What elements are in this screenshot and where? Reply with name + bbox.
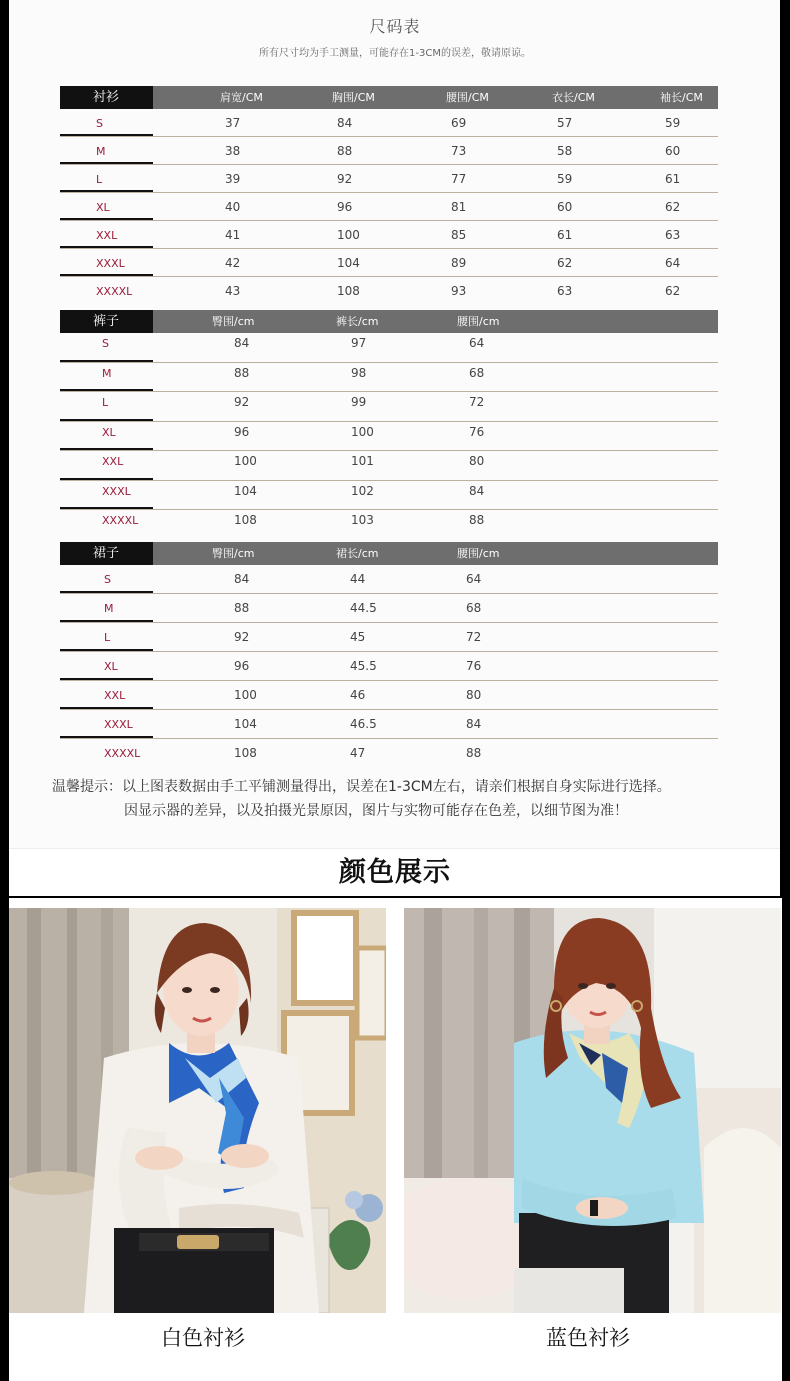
table-header [60,86,718,109]
column-header: 衣长/CM [552,91,595,104]
tip-note: 温馨提示：以上图表数据由手工平铺测量得出，误差在1-3CM左右，请亲们根据自身实际进行选择。 [52,779,671,795]
size-label: XXL [60,221,153,248]
size-label: XL [60,652,153,680]
column-header: 裙长/cm [336,547,379,560]
table-row [60,481,718,511]
table-row [60,165,718,193]
blue-shirt-photo [404,908,781,1313]
cell-value: 37 [225,116,241,130]
cell-value: 72 [469,395,485,409]
cell-value: 100 [337,228,360,242]
white-shirt-photo [9,908,386,1313]
cell-value: 64 [665,256,681,270]
cell-value: 44.5 [350,601,377,615]
size-label: M [60,363,153,392]
cell-value: 61 [665,172,681,186]
blue-shirt-panel [394,898,782,1381]
cell-value: 92 [234,630,250,644]
size-label: S [60,565,153,593]
table-row [60,137,718,165]
size-label: XL [60,193,153,220]
size-label: XXXXL [102,514,139,527]
size-label: XL [60,422,153,451]
cell-value: 100 [351,424,374,439]
color-section-title: 颜色展示 [339,857,451,888]
cell-value: 100 [234,454,257,468]
cell-value: 64 [466,572,482,586]
cell-value: 40 [225,200,241,214]
cell-value: 102 [351,483,374,498]
table-header [60,310,718,333]
cell-value: 47 [350,746,366,760]
size-label: XXXL [60,710,153,738]
cell-value: 45.5 [350,659,377,673]
size-label: L [60,623,153,651]
cell-value: 68 [466,601,482,615]
table-header [60,542,718,565]
table-row [60,565,718,594]
cell-value: 77 [451,172,467,186]
cell-value: 45 [350,630,366,644]
table-row [60,333,718,363]
cell-value: 97 [351,336,367,350]
cell-value: 63 [557,284,573,298]
cell-value: 88 [234,365,250,380]
cell-value: 96 [337,200,353,214]
cell-value: 92 [337,172,353,186]
white-shirt-caption: 白色衬衫 [161,1326,245,1350]
cell-value: 104 [234,717,257,731]
cell-value: 46.5 [350,717,377,731]
cell-value: 59 [557,172,573,186]
cell-value: 44 [350,572,366,586]
cell-value: 80 [466,688,482,702]
table-row [60,451,718,481]
table-row [60,221,718,249]
cell-value: 96 [234,659,250,673]
size-label: M [60,594,153,622]
trousers-size-table [60,310,718,540]
cell-value: 60 [665,144,681,158]
cell-value: 80 [469,454,485,468]
cell-value: 96 [234,424,250,439]
cell-value: 57 [557,116,573,130]
cell-value: 58 [557,144,573,158]
cell-value: 92 [234,395,250,409]
cell-value: 108 [337,284,360,298]
blue-shirt-caption: 蓝色衬衫 [546,1326,630,1350]
category-label: 衬衫 [60,86,153,109]
cell-value: 101 [351,454,374,468]
size-label: XXXXL [96,285,133,298]
table-row [60,594,718,623]
cell-value: 108 [234,513,257,527]
cell-value: 84 [469,483,485,498]
table-row [60,623,718,652]
cell-value: 64 [469,336,485,350]
cell-value: 61 [557,228,573,242]
cell-value: 41 [225,228,241,242]
category-label: 裙子 [60,542,153,565]
cell-value: 89 [451,256,467,270]
table-row [60,710,718,739]
cell-value: 59 [665,116,681,130]
cell-value: 62 [557,256,573,270]
size-label: L [60,392,153,421]
cell-value: 104 [234,483,257,498]
cell-value: 81 [451,200,467,214]
table-row [60,739,718,768]
column-header: 肩宽/CM [220,91,263,104]
cell-value: 85 [451,228,467,242]
column-header: 腰围/CM [446,91,489,104]
white-shirt-panel [9,898,397,1381]
cell-value: 108 [234,746,257,760]
column-header: 胸围/CM [332,91,375,104]
color-difference-note: 因显示器的差异，以及拍摄光景原因，图片与实物可能存在色差，以细节图为准！ [124,803,628,819]
size-label: S [60,333,153,362]
cell-value: 99 [351,395,367,409]
cell-value: 93 [451,284,467,298]
column-header: 臀围/cm [212,547,255,560]
column-header: 臀围/cm [212,315,255,328]
column-header: 腰围/cm [457,547,500,560]
table-row [60,193,718,221]
cell-value: 84 [466,717,482,731]
table-row [60,363,718,393]
size-label: XXXL [60,249,153,276]
column-header: 袖长/CM [660,91,703,104]
table-row [60,392,718,422]
skirt-size-table [60,542,718,768]
cell-value: 73 [451,144,467,158]
shirt-size-table [60,86,718,305]
table-row [60,422,718,452]
table-body [60,333,718,540]
table-row [60,109,718,137]
size-label: S [60,109,153,136]
cell-value: 98 [351,365,367,380]
size-label: XXXL [60,481,153,510]
cell-value: 62 [665,200,681,214]
cell-value: 104 [337,256,360,270]
size-label: XXXXL [104,747,141,760]
cell-value: 43 [225,284,241,298]
cell-value: 60 [557,200,573,214]
cell-value: 76 [466,659,482,673]
cell-value: 46 [350,688,366,702]
size-chart-subtitle: 所有尺寸均为手工测量，可能存在1-3CM的误差，敬请原谅。 [259,48,531,59]
cell-value: 68 [469,365,485,380]
cell-value: 88 [469,513,485,527]
table-body [60,565,718,768]
cell-value: 38 [225,144,241,158]
column-header: 腰围/cm [457,315,500,328]
cell-value: 84 [337,116,353,130]
cell-value: 100 [234,688,257,702]
size-label: XXL [60,681,153,709]
table-row [60,277,718,305]
cell-value: 88 [466,746,482,760]
cell-value: 103 [351,513,374,527]
table-row [60,249,718,277]
cell-value: 84 [234,336,250,350]
column-header: 裤长/cm [336,315,379,328]
table-row [60,510,718,540]
size-label: M [60,137,153,164]
cell-value: 76 [469,424,485,439]
cell-value: 88 [337,144,353,158]
cell-value: 63 [665,228,681,242]
size-chart-title: 尺码表 [369,17,421,36]
cell-value: 42 [225,256,241,270]
table-body [60,109,718,305]
table-row [60,681,718,710]
size-label: XXL [60,451,153,480]
cell-value: 69 [451,116,467,130]
cell-value: 84 [234,572,250,586]
cell-value: 62 [665,284,681,298]
category-label: 裤子 [60,310,153,333]
cell-value: 39 [225,172,241,186]
cell-value: 72 [466,630,482,644]
table-row [60,652,718,681]
size-label: L [60,165,153,192]
cell-value: 88 [234,601,250,615]
